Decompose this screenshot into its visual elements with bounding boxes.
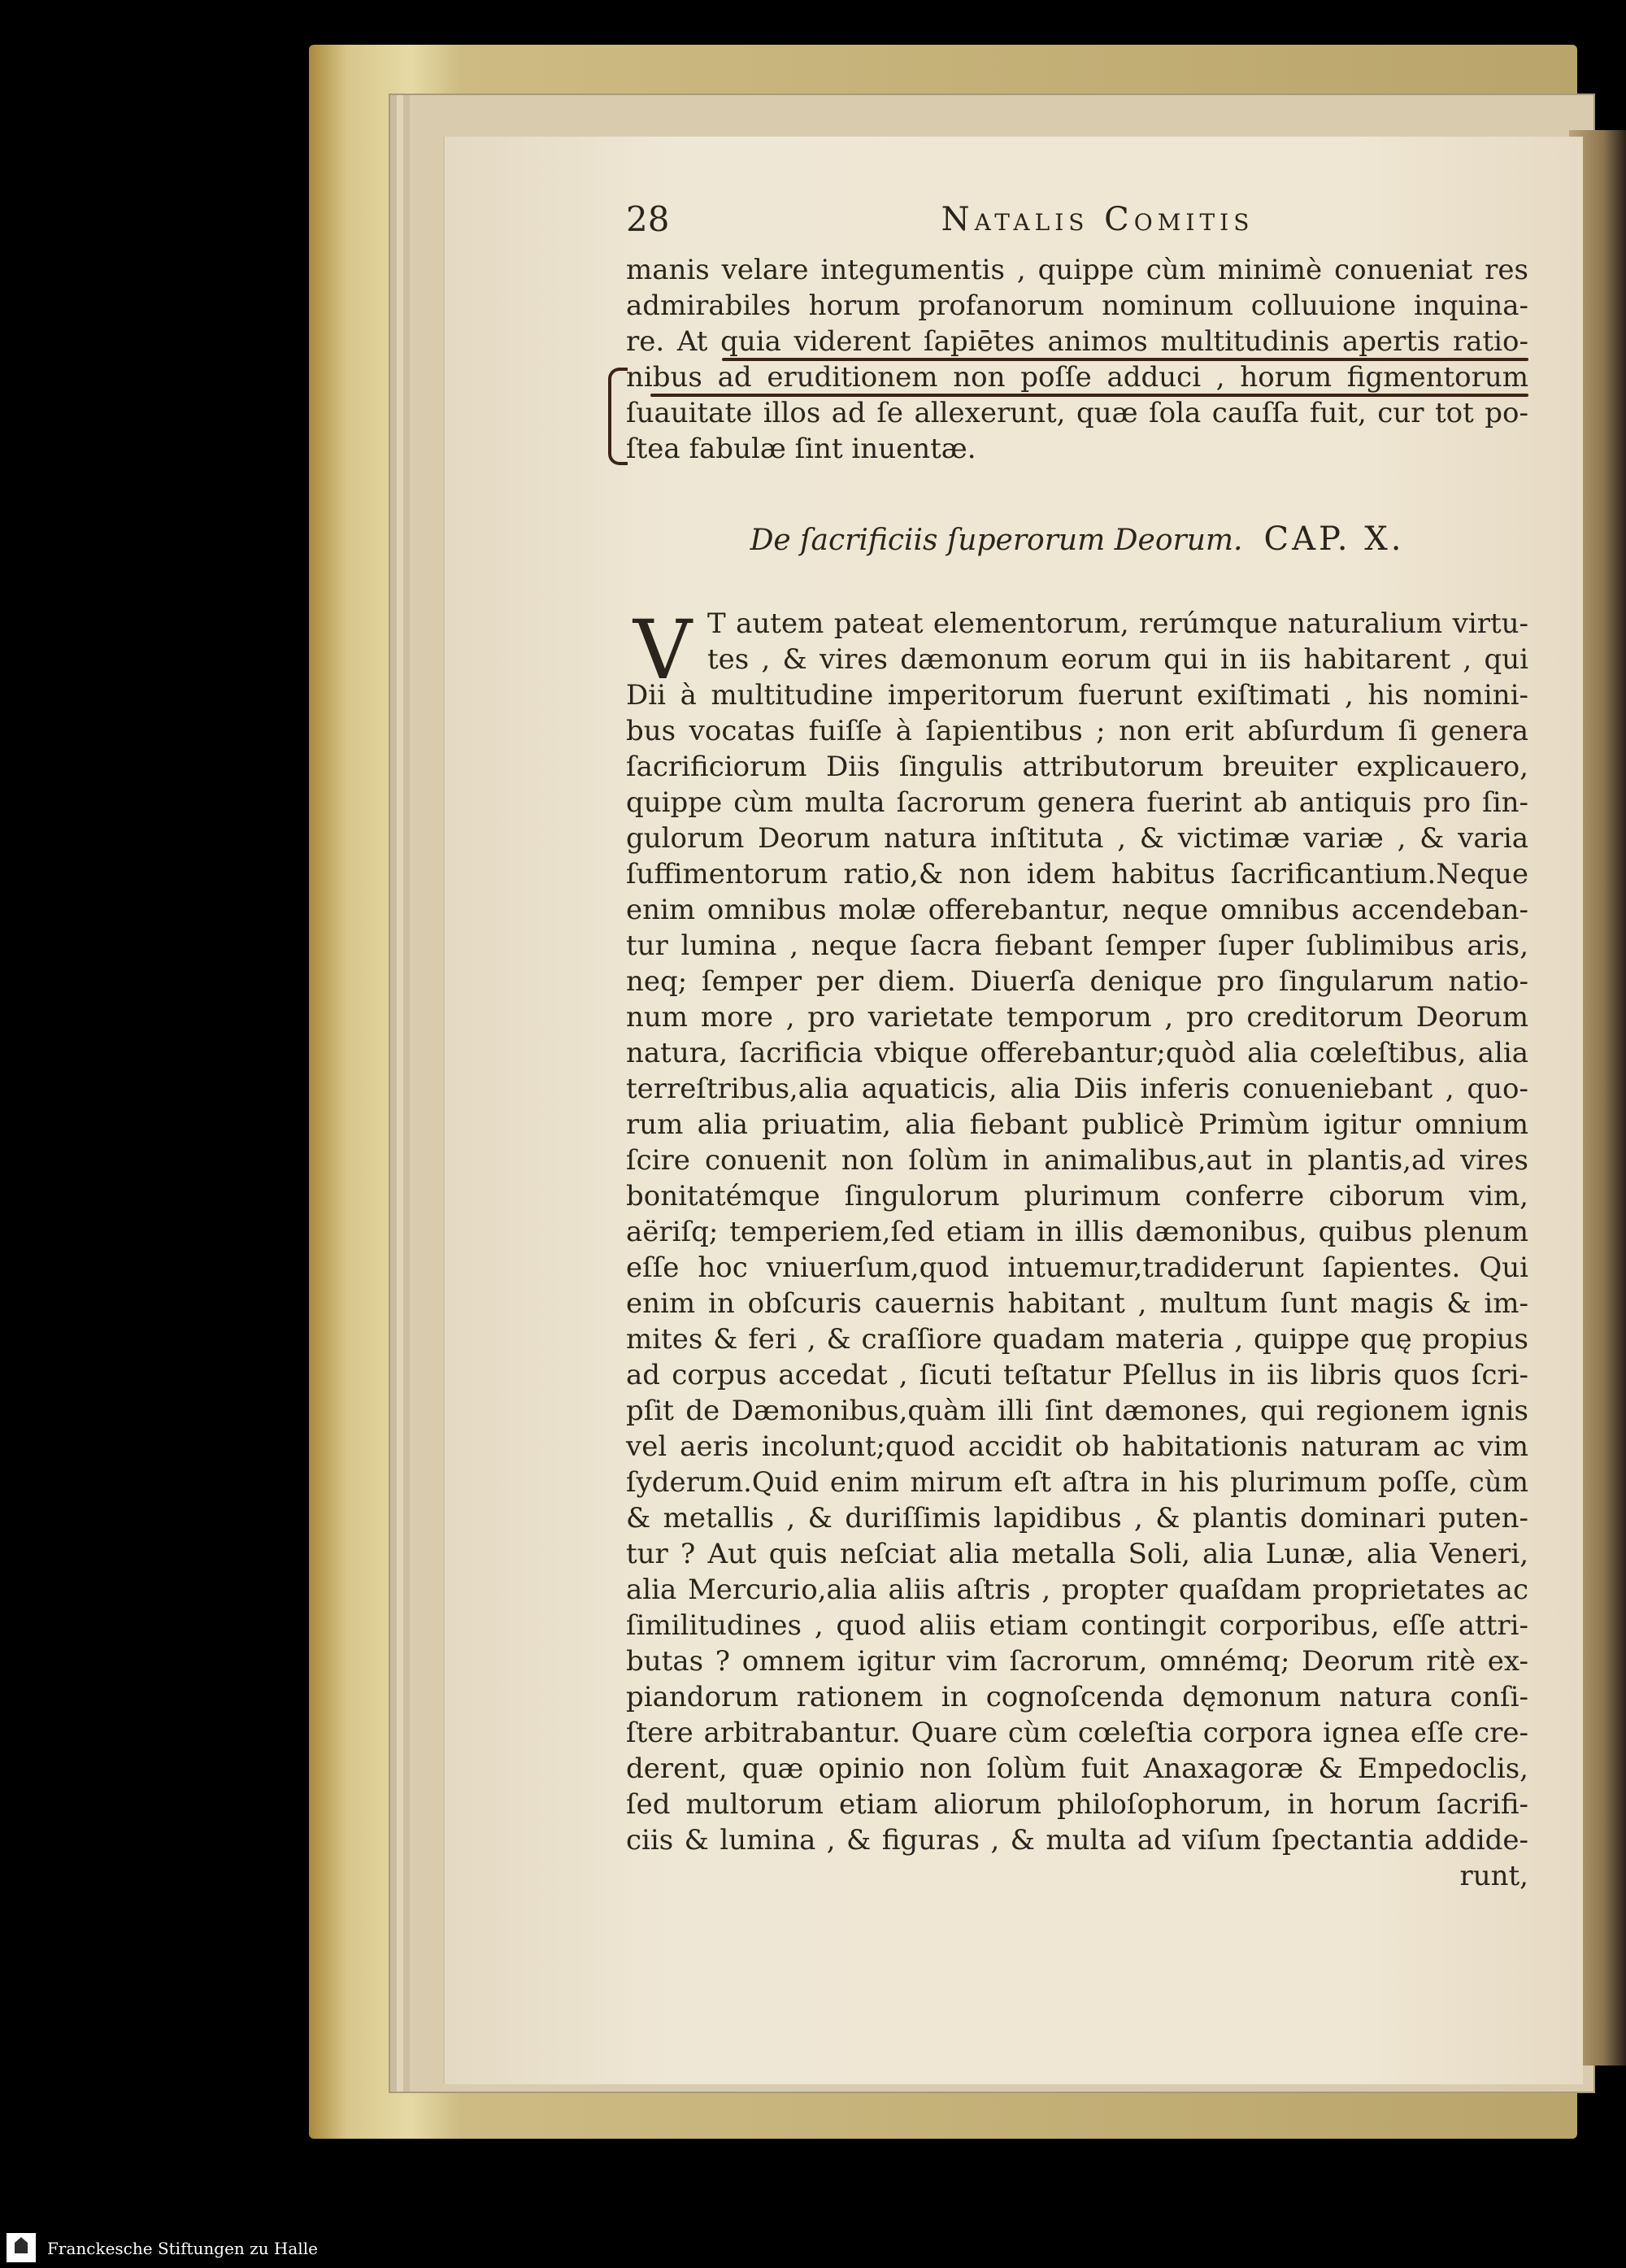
text-line: ad corpus accedat , ſicuti teſtatur Pſellus in iis libris quos ſcri- (626, 1359, 1528, 1391)
text-line: piandorum rationem in cognoſcenda dęmonum natura conſi- (626, 1681, 1528, 1713)
text-line: tur ? Aut quis neſciat alia metalla Soli, alia Lunæ, alia Veneri, (626, 1538, 1528, 1570)
text-line: neq; ſemper per diem. Diuerſa denique pro ſingularum natio- (626, 965, 1528, 998)
handwritten-underline (650, 394, 1528, 397)
text-line: bonitatémque ſingulorum plurimum conferre ciborum vim, (626, 1180, 1528, 1212)
text-line: rum alia priuatim, alia fiebant publicè Primùm igitur omnium (626, 1108, 1528, 1141)
text-line: ſtea fabulæ ſint inuentæ. (626, 433, 976, 465)
text-line: ſacrificiorum Diis ſingulis attributorum breuiter explicauero, (626, 751, 1528, 783)
text-line: gulorum Deorum natura inſtituta , & victimæ variæ , & varia (626, 822, 1528, 855)
text-line: & metallis , & duriſſimis lapidibus , & plantis dominari puten- (626, 1502, 1528, 1534)
text-line: num more , pro varietate temporum , pro creditorum Deorum (626, 1001, 1528, 1034)
text-line: butas ? omnem igitur vim ſacrorum, omnémq; Deorum ritè ex- (626, 1645, 1528, 1678)
handwritten-bracket (608, 368, 628, 465)
institution-logo-icon (7, 2233, 36, 2262)
text-line: alia Mercurio,alia aliis aſtris , propter quaſdam proprietates ac (626, 1574, 1528, 1606)
text-line: derent, quæ opinio non ſolùm fuit Anaxagoræ & Empedoclis, (626, 1752, 1528, 1785)
running-head (626, 195, 1528, 244)
text-line: enim omnibus molæ offerebantur, neque omnibus accendeban- (626, 894, 1528, 926)
text-line: re. At quia viderent ſapiētes animos multitudinis apertis ratio- (626, 325, 1528, 358)
text-line: ciis & lumina , & figuras , & multa ad viſum ſpectantia addide- (626, 1824, 1528, 1857)
catchword: runt, (1459, 1860, 1528, 1892)
handwritten-underline (722, 358, 1528, 361)
chapter-title: De ſacrificiis ſuperorum Deorum. (750, 524, 1243, 557)
text-line: aëriſq; temperiem,ſed etiam in illis dæmonibus, quibus plenum (626, 1216, 1528, 1248)
drop-cap: V (633, 603, 693, 698)
text-line: manis velare integumentis , quippe cùm minimè conueniat res (626, 254, 1528, 286)
running-title: Natalis Comitis (941, 201, 1254, 238)
text-line: Dii à multitudine imperitorum fuerunt exiſtimati , his nomini- (626, 679, 1528, 712)
text-line: bus vocatas fuiſſe à ſapientibus ; non erit abſurdum ſi genera (626, 715, 1528, 747)
text-line: nibus ad eruditionem non poſſe adduci , horum figmentorum (626, 361, 1528, 394)
institution-name: Franckesche Stiftungen zu Halle (47, 2239, 318, 2258)
text-line: ſyderum.Quid enim mirum eſt aſtra in his plurimum poſſe, cùm (626, 1466, 1528, 1499)
text-line: ſed multorum etiam aliorum philoſophorum, in horum ſacrifi- (626, 1788, 1528, 1821)
text-line: vel aeris incolunt;quod accidit ob habitationis naturam ac vim (626, 1430, 1528, 1463)
text-line: natura, ſacrificia vbique offerebantur;quòd alia cœleſtibus, alia (626, 1037, 1528, 1069)
chapter-heading (626, 516, 1528, 562)
text-line: quippe cùm multa ſacrorum genera fuerint ab antiquis pro ſin- (626, 786, 1528, 819)
text-line: ſtere arbitrabantur. Quare cùm cœleſtia corpora ignea eſſe cre- (626, 1717, 1528, 1749)
text-line: ſuauitate illos ad ſe allexerunt, quæ ſola cauſſa fuit, cur tot po- (626, 397, 1528, 429)
text-line: enim in obſcuris cauernis habitant , multum ſunt magis & im- (626, 1287, 1528, 1320)
text-line: tes , & vires dæmonum eorum qui in iis habitarent , qui (707, 643, 1528, 676)
text-line: ſimilitudines , quod aliis etiam contingit corporibus, eſſe attri- (626, 1609, 1528, 1642)
footer-bar (0, 2228, 1626, 2268)
text-line: ſcire conuenit non ſolùm in animalibus,aut in plantis,ad vires (626, 1144, 1528, 1177)
text-line: ſuffimentorum ratio,& non idem habitus ſacrificantium.Neque (626, 858, 1528, 890)
text-line: eſſe hoc vniuerſum,quod intuemur,tradiderunt ſapientes. Qui (626, 1252, 1528, 1284)
page-number: 28 (626, 199, 670, 239)
text-line: pſit de Dæmonibus,quàm illi ſint dæmones, qui regionem ignis (626, 1395, 1528, 1427)
text-line: admirabiles horum profanorum nominum colluuione inquina- (626, 289, 1528, 322)
text-line: mites & feri , & craſſiore quadam materia , quippe quę propius (626, 1323, 1528, 1356)
text-line: tur lumina , neque ſacra fiebant ſemper ſuper ſublimibus aris, (626, 929, 1528, 962)
chapter-number: CAP. X. (1263, 520, 1405, 558)
text-line: terreſtribus,alia aquaticis, alia Diis inferis conueniebant , quo- (626, 1073, 1528, 1105)
text-line: T autem pateat elementorum, rerúmque naturalium virtu- (707, 607, 1528, 640)
